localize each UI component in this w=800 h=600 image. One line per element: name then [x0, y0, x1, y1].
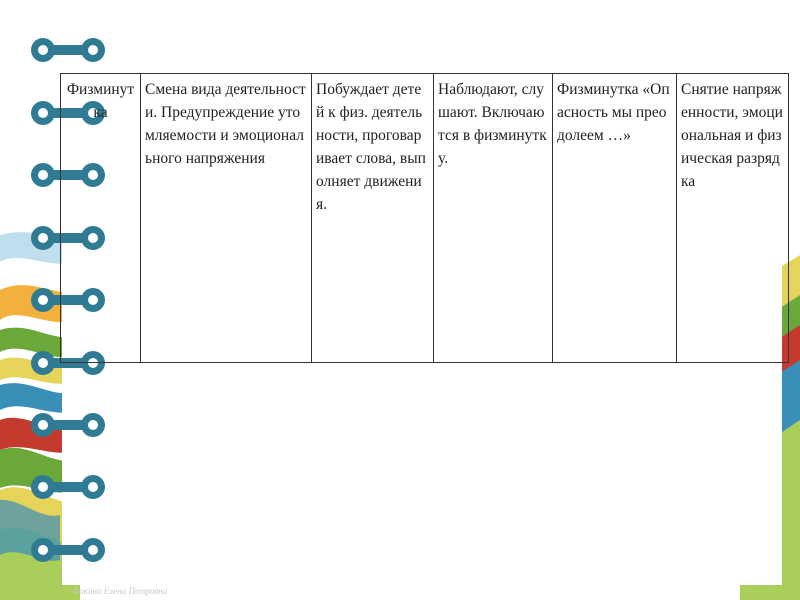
table-cell: Физминутка: [61, 74, 141, 363]
table-cell: Физминутка «Опасность мы преодолеем …»: [553, 74, 677, 363]
spiral-ring-icon: [30, 412, 106, 438]
lesson-plan-table: [60, 73, 789, 363]
table-cell: Снятие напряженности, эмоциональная и физическая разрядка: [677, 74, 789, 363]
table-cell: Смена вида деятельности. Предупреждение утомляемости и эмоционального напряжения: [141, 74, 312, 363]
table-row: [61, 74, 789, 363]
spiral-ring-icon: [30, 537, 106, 563]
spiral-ring-icon: [30, 37, 106, 63]
spiral-ring-icon: [30, 474, 106, 500]
author-footer: Фокина Елена Петровна: [72, 586, 168, 596]
table-cell: Наблюдают, слушают. Включаются в физминутку.: [434, 74, 553, 363]
table-cell: Побуждает детей к физ. деятельности, проговаривает слова, выполняет движения.: [312, 74, 434, 363]
